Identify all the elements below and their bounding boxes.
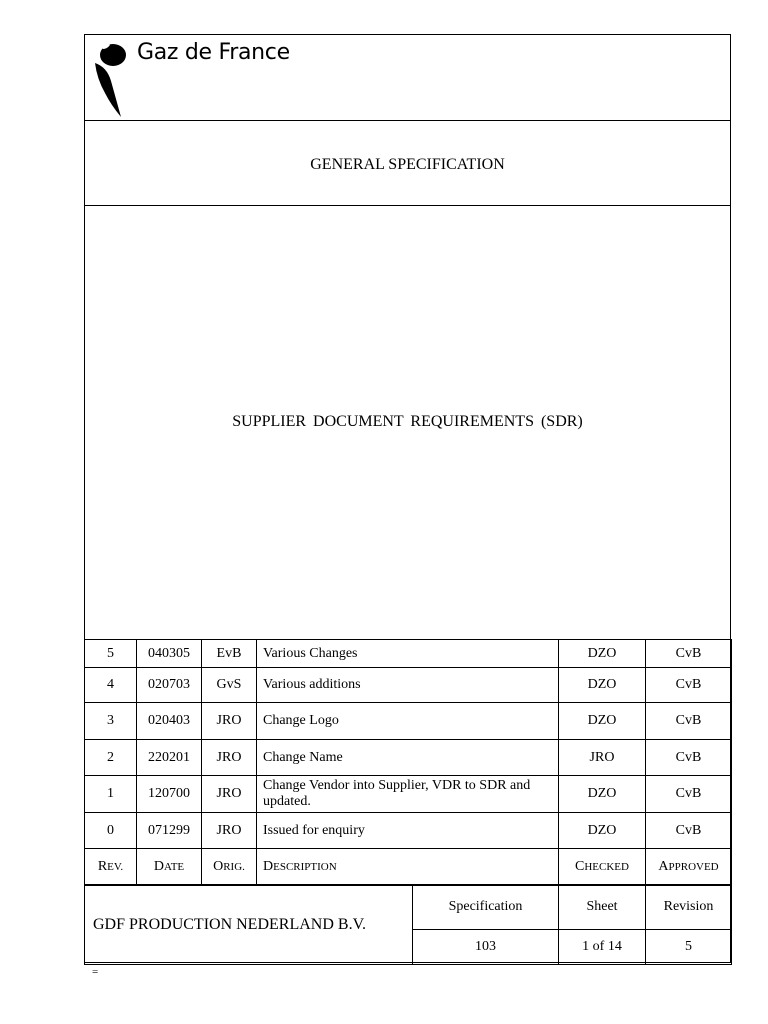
rev-cell: 2 bbox=[85, 740, 137, 776]
logo-text: Gaz de France bbox=[137, 40, 290, 65]
checked-cell: DZO bbox=[559, 640, 646, 668]
checked-header: CHECKED bbox=[559, 849, 646, 886]
revision-value: 5 bbox=[646, 930, 732, 965]
checked-cell: DZO bbox=[559, 668, 646, 703]
approved-cell: CvB bbox=[646, 776, 732, 813]
orig-cell: JRO bbox=[202, 776, 257, 813]
approved-cell: CvB bbox=[646, 703, 732, 740]
date-cell: 220201 bbox=[137, 740, 202, 776]
company-name: GDF PRODUCTION NEDERLAND B.V. bbox=[85, 885, 413, 965]
rev-cell: 5 bbox=[85, 640, 137, 668]
orig-cell: JRO bbox=[202, 740, 257, 776]
approved-cell: CvB bbox=[646, 640, 732, 668]
title-block-frame bbox=[84, 34, 731, 963]
date-cell: 020403 bbox=[137, 703, 202, 740]
date-header: DATE bbox=[137, 849, 202, 886]
page-mark: = bbox=[92, 966, 99, 978]
description-cell: Change Logo bbox=[257, 703, 559, 740]
approved-header: APPROVED bbox=[646, 849, 732, 886]
approved-cell: CvB bbox=[646, 740, 732, 776]
sheet-label: Sheet bbox=[559, 885, 646, 930]
date-cell: 040305 bbox=[137, 640, 202, 668]
general-specification-title: GENERAL SPECIFICATION bbox=[310, 156, 505, 173]
table-row bbox=[85, 703, 732, 740]
description-cell: Issued for enquiry bbox=[257, 813, 559, 849]
checked-cell: JRO bbox=[559, 740, 646, 776]
date-cell: 020703 bbox=[137, 668, 202, 703]
date-cell: 120700 bbox=[137, 776, 202, 813]
revision-table bbox=[84, 639, 732, 886]
description-header: DESCRIPTION bbox=[257, 849, 559, 886]
rev-cell: 1 bbox=[85, 776, 137, 813]
table-row bbox=[85, 740, 732, 776]
orig-cell: JRO bbox=[202, 703, 257, 740]
checked-cell: DZO bbox=[559, 813, 646, 849]
approved-cell: CvB bbox=[646, 813, 732, 849]
approved-cell: CvB bbox=[646, 668, 732, 703]
sheet-value: 1 of 14 bbox=[559, 930, 646, 965]
checked-cell: DZO bbox=[559, 703, 646, 740]
revision-label: Revision bbox=[646, 885, 732, 930]
orig-cell: GvS bbox=[202, 668, 257, 703]
rev-header: REV. bbox=[85, 849, 137, 886]
logo-row bbox=[85, 35, 730, 121]
table-row bbox=[85, 668, 732, 703]
rev-cell: 3 bbox=[85, 703, 137, 740]
specification-label: Specification bbox=[413, 885, 559, 930]
description-cell: Various Changes bbox=[257, 640, 559, 668]
footer-table bbox=[84, 884, 732, 965]
checked-cell: DZO bbox=[559, 776, 646, 813]
date-cell: 071299 bbox=[137, 813, 202, 849]
table-row bbox=[85, 640, 732, 668]
orig-cell: EvB bbox=[202, 640, 257, 668]
rev-cell: 0 bbox=[85, 813, 137, 849]
description-cell: Change Name bbox=[257, 740, 559, 776]
specification-value: 103 bbox=[413, 930, 559, 965]
orig-header: ORIG. bbox=[202, 849, 257, 886]
description-cell: Various additions bbox=[257, 668, 559, 703]
general-specification-row bbox=[85, 121, 730, 206]
orig-cell: JRO bbox=[202, 813, 257, 849]
document-title: SUPPLIER DOCUMENT REQUIREMENTS (SDR) bbox=[232, 413, 583, 430]
rev-cell: 4 bbox=[85, 668, 137, 703]
gaz-de-france-logo-icon bbox=[89, 41, 129, 119]
description-cell: Change Vendor into Supplier, VDR to SDR and updated. bbox=[257, 776, 559, 813]
table-row bbox=[85, 813, 732, 849]
table-row bbox=[85, 776, 732, 813]
table-header-row bbox=[85, 849, 732, 886]
